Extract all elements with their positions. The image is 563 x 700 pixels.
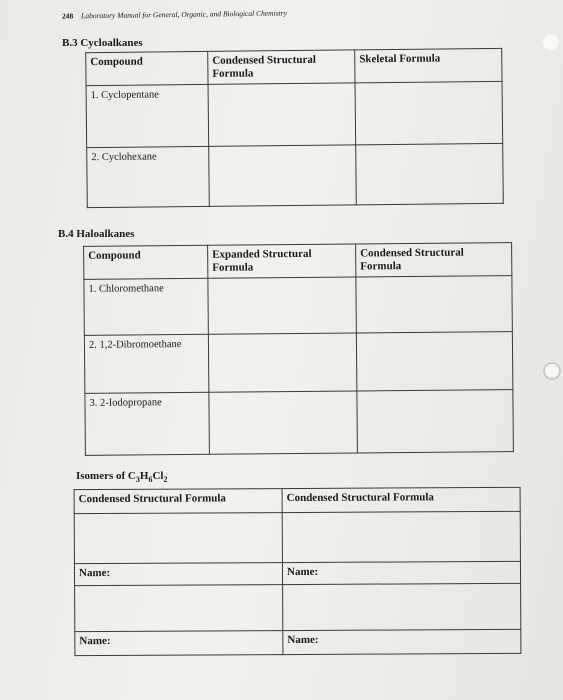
table-row	[74, 511, 520, 563]
answer-cell[interactable]	[208, 83, 356, 147]
book-title: Laboratory Manual for General, Organic, and Biological Chemistry	[81, 8, 287, 21]
answer-cell[interactable]	[282, 511, 520, 562]
page-number: 248	[61, 11, 74, 21]
name-cell[interactable]	[75, 631, 283, 656]
table-row	[85, 390, 514, 456]
name-label: Name:	[287, 633, 319, 647]
answer-cell[interactable]	[209, 145, 357, 207]
isomers-title-text: H	[139, 470, 149, 482]
section-b4-title: B.4 Haloalkanes	[58, 228, 135, 240]
table-row	[86, 81, 503, 147]
answer-cell[interactable]	[355, 81, 503, 145]
answer-cell[interactable]	[356, 276, 512, 333]
isomers-title-text: Isomers of C	[76, 470, 136, 482]
haloalkanes-table	[83, 242, 514, 456]
table-header-row	[84, 243, 512, 280]
answer-cell[interactable]	[75, 585, 283, 632]
table-row	[84, 332, 512, 394]
binder-hole-icon	[543, 34, 559, 50]
header-compound: Compound	[86, 51, 208, 85]
table-row	[74, 561, 520, 585]
name-cell[interactable]	[283, 629, 521, 654]
answer-cell[interactable]	[356, 143, 504, 205]
cycloalkanes-table	[85, 48, 504, 208]
table-row	[75, 583, 521, 631]
subscript: 6	[148, 475, 153, 485]
compound-cell: 2. Cyclohexane	[87, 146, 210, 207]
name-cell[interactable]	[282, 561, 520, 584]
header-condensed: Condensed Structural Formula	[356, 243, 512, 277]
header-compound: Compound	[84, 245, 208, 279]
header-condensed: Condensed Structural Formula	[208, 50, 355, 85]
answer-cell[interactable]	[357, 390, 514, 453]
compound-cell: 3. 2-Iodopropane	[85, 392, 210, 455]
answer-cell[interactable]	[356, 332, 513, 391]
section-b3-title: B.3 Cycloalkanes	[62, 37, 143, 49]
name-label: Name:	[78, 566, 111, 580]
page-header	[62, 8, 287, 20]
answer-cell[interactable]	[283, 583, 521, 630]
subscript: 3	[135, 475, 140, 485]
table-header-row	[86, 48, 502, 85]
subscript: 2	[163, 475, 168, 485]
isomers-title-text: Cl	[152, 470, 164, 482]
isomers-table	[74, 487, 522, 656]
compound-cell: 1. Chloromethane	[84, 278, 208, 335]
table-row	[75, 629, 521, 655]
name-cell[interactable]	[74, 563, 282, 586]
header-expanded: Expanded Structural Formula	[208, 244, 356, 278]
compound-cell: 2. 1,2-Dibromoethane	[84, 334, 209, 393]
header-skeletal: Skeletal Formula	[355, 48, 502, 83]
name-label: Name:	[79, 634, 111, 648]
answer-cell[interactable]	[74, 513, 282, 564]
table-row	[84, 276, 512, 336]
name-label: Name:	[286, 565, 319, 579]
answer-cell[interactable]	[209, 391, 358, 454]
binder-hole-icon	[543, 362, 561, 380]
answer-cell[interactable]	[208, 333, 357, 392]
compound-cell: 1. Cyclopentane	[86, 84, 209, 147]
answer-cell[interactable]	[208, 277, 356, 334]
isomers-title	[76, 470, 167, 484]
header-condensed-2: Condensed Structural Formula	[282, 487, 520, 512]
table-header-row	[74, 487, 520, 513]
table-row	[87, 143, 504, 207]
header-condensed-1: Condensed Structural Formula	[74, 489, 282, 514]
